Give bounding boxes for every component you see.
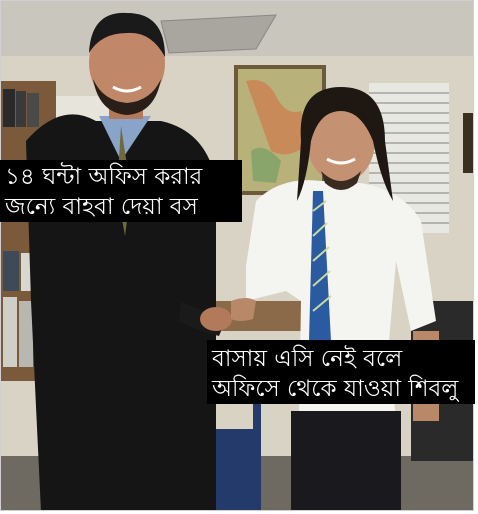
caption-employee	[207, 340, 475, 404]
caption-employee-line-2: অফিসে থেকে যাওয়া শিবলু	[212, 376, 459, 402]
caption-boss-line-1: ১৪ ঘন্টা অফিস করার	[5, 164, 203, 190]
caption-employee-line-1: বাসায় এসি নেই বলে	[212, 346, 403, 372]
caption-boss-line-2: জন্যে বাহবা দেয়া বস	[5, 194, 198, 220]
caption-boss	[0, 160, 242, 222]
